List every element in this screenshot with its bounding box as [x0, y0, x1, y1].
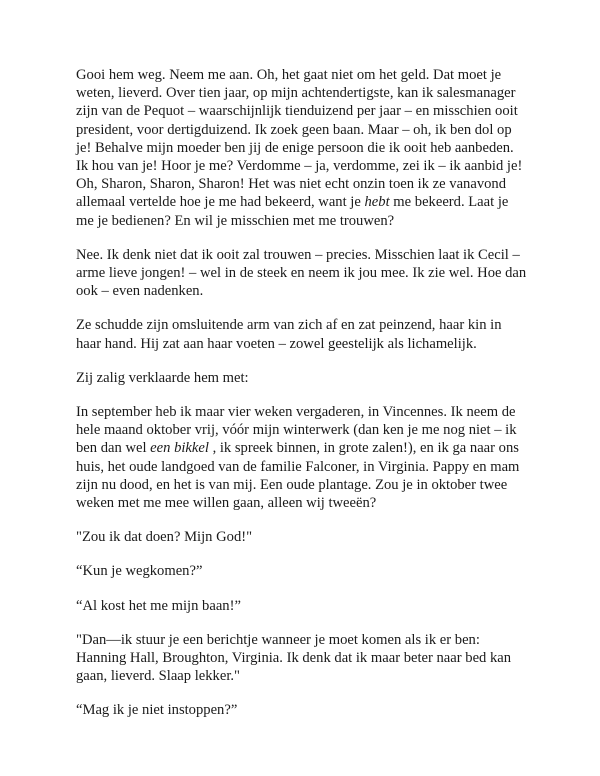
paragraph-3-text: Ze schudde zijn omsluitende arm van zich af en zat peinzend, haar kin in haar hand. Hij zat aan haar voeten – zowel geestelijk als lichamelijk.	[76, 317, 502, 352]
paragraph-10-text: “Mag ik je niet instoppen?”	[76, 702, 238, 719]
paragraph-7-text: “Kun je wegkomen?”	[76, 563, 203, 580]
paragraph-3	[76, 316, 528, 352]
paragraph-7	[76, 562, 528, 580]
paragraph-4	[76, 369, 528, 387]
paragraph-6-text: "Zou ik dat doen? Mijn God!"	[76, 529, 253, 546]
paragraph-9	[76, 631, 528, 686]
paragraph-1	[76, 66, 528, 230]
paragraph-4-text: Zij zalig verklaarde hem met:	[76, 369, 249, 386]
paragraph-2-text: Nee. Ik denk niet dat ik ooit zal trouwen – precies. Misschien laat ik Cecil – arme lieve jongen! – wel in de steek en neem ik jou mee. Ik zie wel. Hoe dan ook – even nadenken.	[76, 246, 527, 300]
paragraph-1-text-2: me bekeerd. Laat je me je bedienen? En wil je misschien met me trouwen?	[76, 194, 509, 229]
paragraph-5-emphasis-bikkel: een bikkel	[150, 440, 209, 457]
paragraph-9-text: "Dan—ik stuur je een berichtje wanneer je moet komen als ik er ben: Hanning Hall, Broughton, Virginia. Ik denk dat ik maar beter naar bed kan gaan, lieverd. Slaap lekker."	[76, 631, 512, 685]
paragraph-10	[76, 701, 528, 719]
paragraph-8-text: “Al kost het me mijn baan!”	[76, 597, 241, 614]
paragraph-5	[76, 403, 528, 512]
paragraph-6	[76, 528, 528, 546]
paragraph-5-text-2: , ik spreek binnen, in grote zalen!), en ik ga naar ons huis, het oude landgoed van de familie Falconer, in Virginia. Pappy en mam zijn nu dood, en het is van mij. Een oude plantage. Zou je in oktober twee weken met me mee willen gaan, alleen wij tweeën?	[76, 440, 520, 512]
paragraph-8	[76, 597, 528, 615]
document-page	[76, 66, 528, 736]
paragraph-5-text-1: In september heb ik maar vier weken vergaderen, in Vincennes. Ik neem de hele maand oktober vrij, vóór mijn winterwerk (dan ken je me nog niet – ik ben dan wel	[76, 404, 517, 457]
paragraph-1-text-1: Gooi hem weg. Neem me aan. Oh, het gaat niet om het geld. Dat moet je weten, lieverd. Over tien jaar, op mijn achtendertigste, kan ik salesmanager zijn van de Pequot – waarschijnlijk tienduizend per jaar – en misschien ooit president, voor dertigduizend. Ik zoek geen baan. Maar – oh, ik ben dol op je! Behalve mijn moeder ben jij de enige persoon die ik ooit heb aanbeden. Ik hou van je! Hoor je me? Verdomme – ja, verdomme, zei ik – ik aanbid je! Oh, Sharon, Sharon, Sharon! Het was niet echt onzin toen ik ze vanavond allemaal vertelde hoe je me had bekeerd, want je	[76, 67, 523, 211]
paragraph-2	[76, 246, 528, 301]
paragraph-1-emphasis-hebt: hebt	[364, 194, 390, 211]
